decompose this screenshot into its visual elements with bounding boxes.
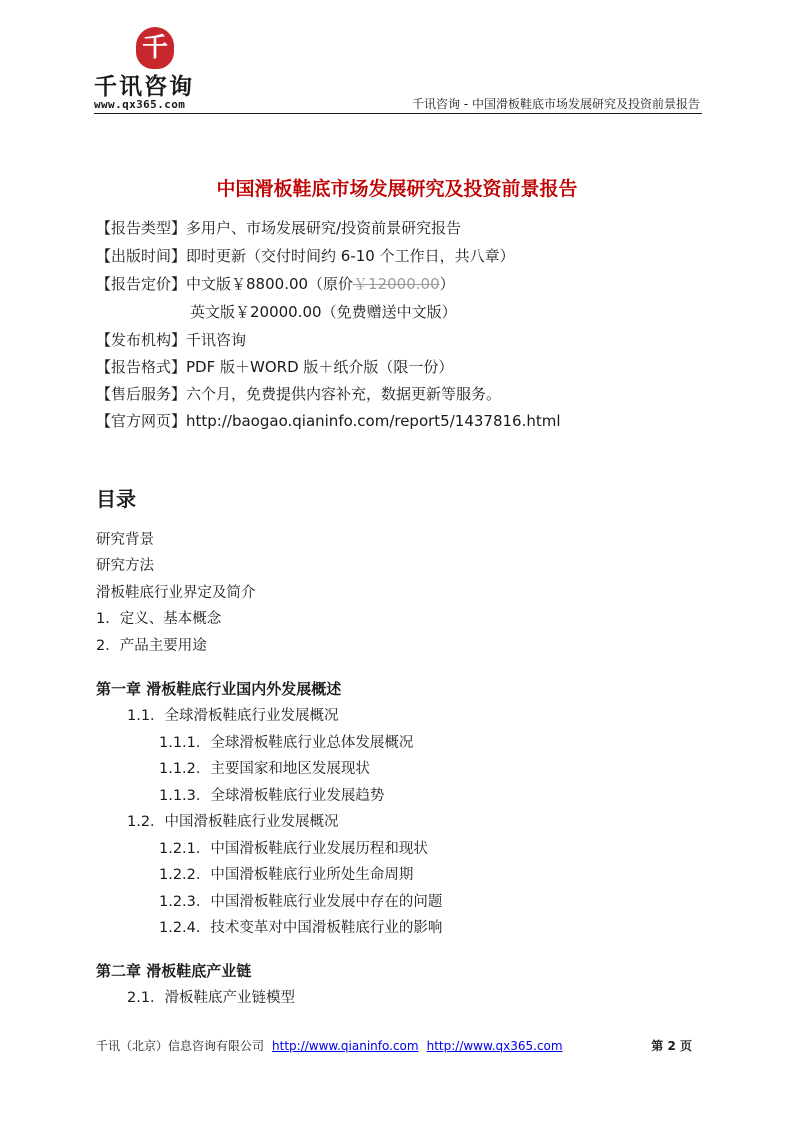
- toc-subsection: 1.1.1．全球滑板鞋底行业总体发展概况: [159, 735, 414, 751]
- meta-website-label: 【官方网页】: [96, 412, 187, 430]
- report-title: 中国滑板鞋底市场发展研究及投资前景报告: [216, 178, 578, 200]
- brand-url: www.qx365.com: [94, 98, 186, 111]
- toc-subsection: 1.1.2．主要国家和地区发展现状: [159, 761, 370, 777]
- toc-item: 2．产品主要用途: [96, 638, 207, 654]
- brand-name: 千讯咨询: [94, 74, 194, 100]
- meta-price-close: ）: [439, 275, 455, 293]
- footer-company-line: [96, 1037, 563, 1054]
- toc-chapter: 第一章 滑板鞋底行业国内外发展概述: [96, 680, 342, 698]
- meta-service-label: 【售后服务】: [96, 385, 187, 403]
- toc-item: 研究背景: [96, 532, 154, 548]
- meta-price-cn: 中文版￥8800.00（原价: [186, 275, 354, 293]
- toc-section: 1.1．全球滑板鞋底行业发展概况: [127, 708, 339, 724]
- meta-org: [96, 330, 246, 350]
- toc-item: 研究方法: [96, 558, 154, 574]
- meta-org-value: 千讯咨询: [186, 331, 247, 349]
- toc-section: 2.1．滑板鞋底产业链模型: [127, 990, 296, 1006]
- meta-website-link[interactable]: http://baogao.qianinfo.com/report5/1437816.html: [186, 412, 561, 430]
- meta-time: [96, 246, 515, 266]
- meta-time-value: 即时更新（交付时间约 6-10 个工作日，共八章）: [186, 247, 515, 265]
- header-divider: [94, 113, 702, 114]
- footer-link-qianinfo[interactable]: http://www.qianinfo.com: [272, 1039, 419, 1053]
- meta-org-label: 【发布机构】: [96, 331, 187, 349]
- toc-chapter: 第二章 滑板鞋底产业链: [96, 962, 252, 980]
- meta-time-label: 【出版时间】: [96, 247, 187, 265]
- meta-type: [96, 218, 461, 238]
- meta-price-original: ￥12000.00: [353, 275, 440, 293]
- page-number: 第 2 页: [651, 1039, 692, 1053]
- toc-subsection: 1.2.3．中国滑板鞋底行业发展中存在的问题: [159, 894, 443, 910]
- toc-heading: 目录: [96, 487, 136, 511]
- meta-type-label: 【报告类型】: [96, 219, 187, 237]
- toc-item: 滑板鞋底行业界定及简介: [96, 585, 256, 601]
- meta-service-value: 六个月，免费提供内容补充，数据更新等服务。: [186, 385, 502, 403]
- brand-seal-logo: 千: [136, 27, 174, 69]
- meta-website: [96, 411, 561, 431]
- meta-price: [96, 274, 455, 294]
- footer-link-qx365[interactable]: http://www.qx365.com: [426, 1039, 563, 1053]
- meta-service: [96, 384, 501, 404]
- toc-section: 1.2．中国滑板鞋底行业发展概况: [127, 814, 339, 830]
- meta-price-label: 【报告定价】: [96, 275, 187, 293]
- toc-item: 1．定义、基本概念: [96, 611, 222, 627]
- toc-subsection: 1.2.1．中国滑板鞋底行业发展历程和现状: [159, 841, 428, 857]
- footer-company: 千讯（北京）信息咨询有限公司: [96, 1039, 265, 1053]
- meta-type-value: 多用户、市场发展研究/投资前景研究报告: [186, 219, 462, 237]
- meta-format-value: PDF 版＋WORD 版＋纸介版（限一份）: [186, 358, 454, 376]
- meta-price-en: 英文版￥20000.00（免费赠送中文版）: [190, 303, 457, 321]
- toc-subsection: 1.2.2．中国滑板鞋底行业所处生命周期: [159, 867, 414, 883]
- meta-format-label: 【报告格式】: [96, 358, 187, 376]
- running-title: 千讯咨询 - 中国滑板鞋底市场发展研究及投资前景报告: [412, 97, 700, 111]
- meta-format: [96, 357, 453, 377]
- toc-subsection: 1.1.3．全球滑板鞋底行业发展趋势: [159, 788, 385, 804]
- toc-subsection: 1.2.4．技术变革对中国滑板鞋底行业的影响: [159, 920, 443, 936]
